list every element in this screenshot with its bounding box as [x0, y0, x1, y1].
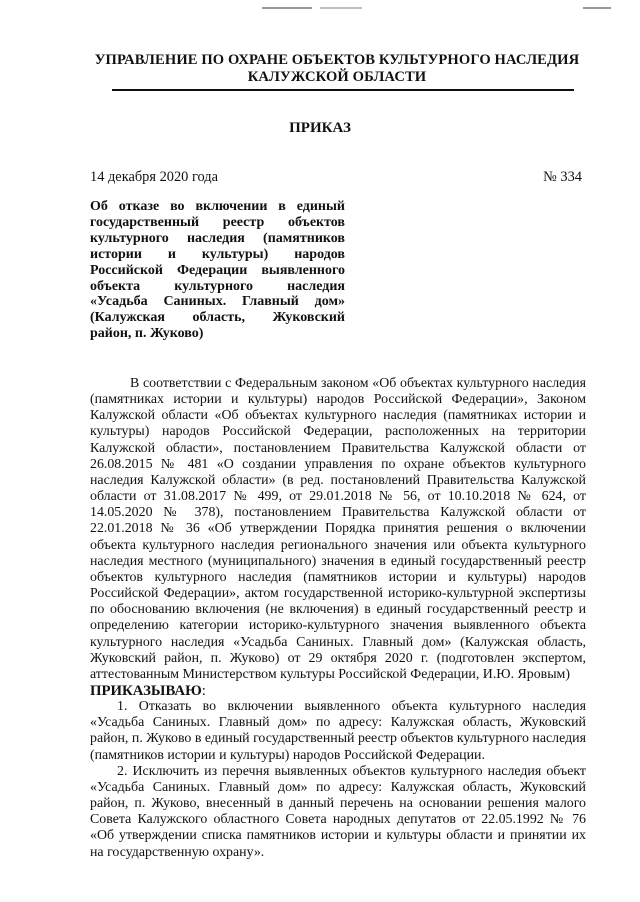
subject-line: истории и культуры) народов — [90, 246, 345, 262]
document-number: № 334 — [543, 169, 582, 185]
preamble-paragraph: В соответствии с Федеральным законом «Об объектах культурного наследия (памятниках истории и культуры) народов Российской Федерации», Законом Калужской области «Об объектах культурного наследия (памятниках истории и культуры) народов Российской Федерации, расположенных на территории Калужской области», постановлением Правительства Калужской области от 26.08.2015 № 481 «О создании управления по охране объектов культурного наследия Калужской области» (в ред. постановлений Правительства Калужской области от 31.08.2017 № 499, от 29.01.2018 № 56, от 10.10.2018 № 624, от 14.05.2020 № 378), постановлением Правительства Калужской области от 22.01.2018 № 36 «Об утверждении Порядка принятия решения о включении объекта культурного наследия регионального значения или объекта культурного наследия местного (муниципального) значения в единый государственный реестр объектов культурного наследия (памятников истории и культуры) народов Российской Федерации», актом государственной историко-культурной экспертизы по обоснованию включения (не включения) в единый государственный реестр и определению категории историко-культурного значения выявленного объекта культурного наследия «Усадьба Саниных. Главный дом» (Калужская область, Жуковский район, п. Жуково) от 29 октября 2020 г. (подготовлен экспертом, аттестованным Министерством культуры Российской Федерации, И.Ю. Яровым) — [90, 376, 586, 682]
scan-artifact — [583, 7, 611, 9]
header-underline — [112, 89, 574, 91]
document-subject — [90, 199, 345, 342]
decree-colon: : — [201, 682, 206, 699]
document-body — [90, 376, 586, 861]
subject-line: культурного наследия (памятников — [90, 230, 345, 246]
decree-line — [90, 683, 586, 699]
scan-artifact — [320, 7, 362, 9]
subject-line: Об отказе во включении в единый — [90, 199, 345, 214]
subject-line: район, п. Жуково) — [90, 326, 204, 342]
decree-word: ПРИКАЗЫВАЮ — [90, 682, 202, 699]
order-item: 2. Исключить из перечня выявленных объектов культурного наследия объект «Усадьба Саниных. Главный дом» по адресу: Калужская область, Жуковский район, п. Жуково, внесенный в данный перечень на основании решения малого Совета Калужского областного Совета народных депутатов от 22.05.1992 № 76 «Об утверждении списка памятников истории и культуры области и принятии их на государственную охрану». — [90, 763, 586, 860]
subject-line: государственный реестр объектов — [90, 214, 345, 230]
subject-line: Российской Федерации выявленного — [90, 262, 345, 278]
issuer-header — [90, 52, 584, 86]
scan-artifact — [262, 7, 312, 9]
document-date: 14 декабря 2020 года — [90, 169, 219, 185]
subject-line: (Калужская область, Жуковский — [90, 310, 345, 326]
issuer-line-2: КАЛУЖСКОЙ ОБЛАСТИ — [247, 69, 427, 85]
issuer-line-1: УПРАВЛЕНИЕ ПО ОХРАНЕ ОБЪЕКТОВ КУЛЬТУРНОГО НАСЛЕДИЯ — [94, 52, 580, 68]
subject-line: «Усадьба Саниных. Главный дом» — [90, 294, 345, 310]
document-type: ПРИКАЗ — [289, 120, 351, 136]
subject-line: объекта культурного наследия — [90, 278, 345, 294]
order-item: 1. Отказать во включении выявленного объекта культурного наследия «Усадьба Саниных. Главный дом» по адресу: Калужская область, Жуковский район, п. Жуково в единый государственный реестр объектов культурного наследия (памятников истории и культуры) народов Российской Федерации. — [90, 699, 586, 763]
